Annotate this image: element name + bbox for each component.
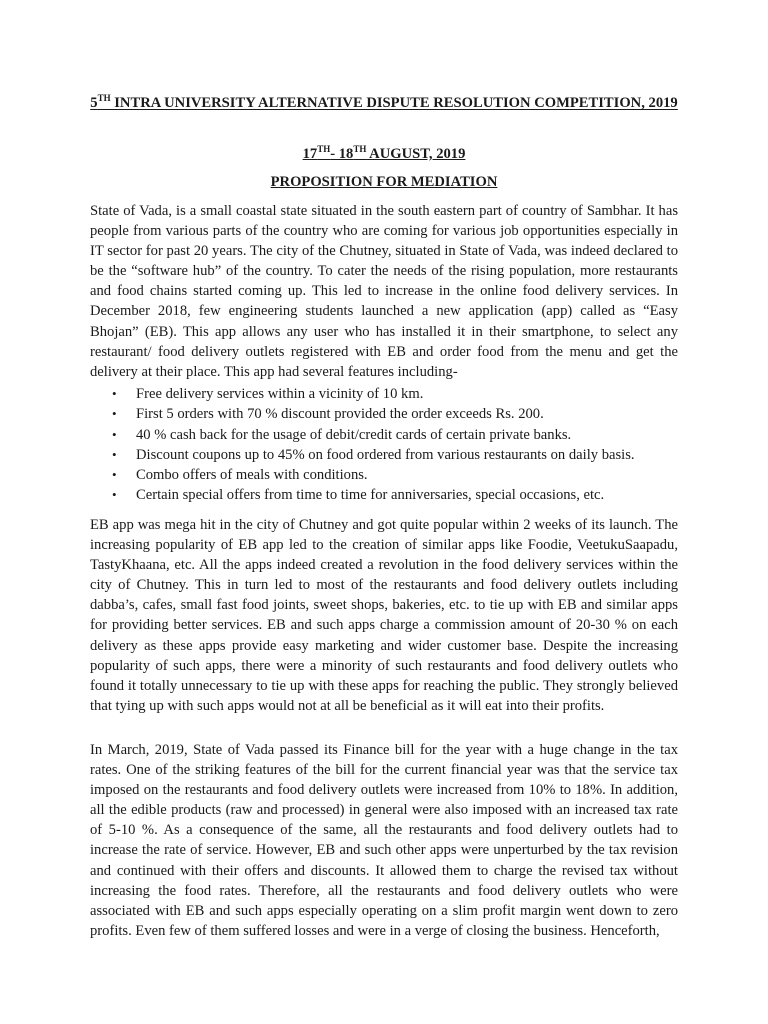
date-start-suffix: TH [317, 144, 331, 154]
bullet-icon: • [112, 386, 117, 401]
list-item: • 40 % cash back for the usage of debit/credit cards of certain private banks. [90, 425, 678, 445]
list-item: • Discount coupons up to 45% on food ordered from various restaurants on daily basis. [90, 445, 678, 465]
proposition-heading: PROPOSITION FOR MEDIATION [270, 174, 498, 190]
competition-title [90, 93, 678, 113]
competition-dates [90, 144, 678, 164]
list-item: • Certain special offers from time to time for anniversaries, special occasions, etc. [90, 485, 678, 505]
title-ordinal: 5 [90, 95, 98, 111]
paragraph-eb-popularity: EB app was mega hit in the city of Chutney and got quite popular within 2 weeks of its launch. The increasing popularity of EB app led to the creation of similar apps like Foodie, VeetukuSaapadu, TastyKhaana, etc. All the apps indeed created a revolution in the food delivery services within the city of Chutney. This in turn led to most of the restaurants and food delivery outlets including dabba’s, cafes, small fast food joints, sweet shops, bakeries, etc. to tie up with EB and similar apps for providing better services. EB and such apps charge a commission amount of 20-30 % on each delivery as these apps provide easy marketing and wider customer base. Despite the increasing popularity of such apps, there were a minority of such restaurants and food delivery outlets who found it totally unnecessary to tie up with these apps for reaching the public. They strongly believed that tying up with such apps would not at all be beneficial as it will eat into their profits. [90, 517, 678, 714]
date-start: 17 [302, 146, 318, 162]
bullet-icon: • [112, 487, 117, 503]
bullet-icon: • [112, 467, 117, 483]
bullet-icon: • [112, 426, 117, 442]
paragraph-finance-bill: In March, 2019, State of Vada passed its Finance bill for the year with a huge change in the tax rates. One of the striking features of the bill for the current financial year was that the service tax imposed on the restaurants and food delivery outlets were increased from 10% to 18%. In addition, all the edible products (raw and processed) in general were also imposed with an increased tax rate of 5-10 %. As a consequence of the same, all the restaurants and food delivery outlets had to increase the rate of service. However, EB and such other apps were unperturbed by the tax revision and continued with their offers and discounts. It allowed them to charge the revised tax without increasing the food rates. Therefore, all the restaurants and food delivery outlets who were associated with EB and such apps especially operating on a slim profit margin went down to zero profits. Even few of them suffered losses and were in a verge of closing the business. Henceforth, [90, 742, 678, 939]
features-list [90, 384, 678, 506]
list-item: • Free delivery services within a vicinity of 10 km. [90, 384, 678, 404]
title-text: INTRA UNIVERSITY ALTERNATIVE DISPUTE RESOLUTION COMPETITION, 2019 [110, 95, 678, 111]
date-end: - 18 [330, 146, 354, 162]
list-item: • Combo offers of meals with conditions. [90, 465, 678, 485]
date-month-year: AUGUST, 2019 [366, 146, 466, 162]
title-ordinal-suffix: TH [97, 93, 111, 103]
list-item: • First 5 orders with 70 % discount provided the order exceeds Rs. 200. [90, 404, 678, 424]
bullet-icon: • [112, 446, 117, 462]
bullet-icon: • [112, 406, 117, 422]
date-end-suffix: TH [353, 144, 367, 154]
paragraph-intro: State of Vada, is a small coastal state situated in the south eastern part of country of Sambhar. It has people from various parts of the country who are coming for various job opportunities especially in IT sector for past 20 years. The city of the Chutney, situated in State of Vada, was indeed declared to be the “software hub” of the country. To cater the needs of the rising population, more restaurants and food chains started coming up. This led to increase in the online food delivery services. In December 2018, few engineering students launched a new application (app) called as “Easy Bhojan” (EB). This app allows any user who has installed it in their smartphone, to select any restaurant/ food delivery outlets registered with EB and order food from the menu and get the delivery at their place. This app had several features including- [90, 203, 678, 380]
